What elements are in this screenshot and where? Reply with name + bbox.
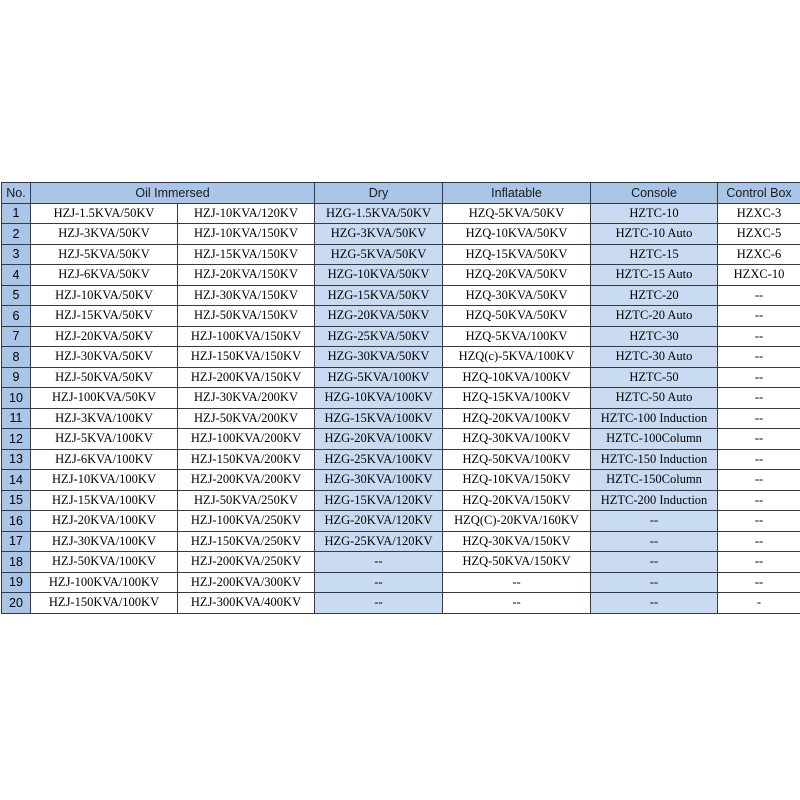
console-cell: -- xyxy=(591,593,718,614)
header-console: Console xyxy=(591,183,718,204)
console-cell: HZTC-150Column xyxy=(591,470,718,491)
inflatable-cell: HZQ-20KVA/150KV xyxy=(443,490,591,511)
dry-cell: HZG-15KVA/120KV xyxy=(315,490,443,511)
control-box-cell: -- xyxy=(718,572,800,593)
inflatable-cell: HZQ-10KVA/50KV xyxy=(443,224,591,245)
inflatable-cell: HZQ-20KVA/50KV xyxy=(443,265,591,286)
oil-immersed-cell: HZJ-6KVA/100KV xyxy=(31,449,178,470)
console-cell: HZTC-50 Auto xyxy=(591,388,718,409)
console-cell: HZTC-20 xyxy=(591,285,718,306)
table-row xyxy=(2,285,800,306)
oil-immersed-cell: HZJ-100KVA/250KV xyxy=(178,511,315,532)
dry-cell: HZG-20KVA/100KV xyxy=(315,429,443,450)
table-row xyxy=(2,326,800,347)
row-number: 13 xyxy=(2,449,31,470)
oil-immersed-cell: HZJ-150KVA/150KV xyxy=(178,347,315,368)
console-cell: HZTC-10 xyxy=(591,203,718,224)
console-cell: HZTC-150 Induction xyxy=(591,449,718,470)
header-inflatable: Inflatable xyxy=(443,183,591,204)
dry-cell: HZG-1.5KVA/50KV xyxy=(315,203,443,224)
oil-immersed-cell: HZJ-100KVA/200KV xyxy=(178,429,315,450)
dry-cell: -- xyxy=(315,572,443,593)
table-row xyxy=(2,367,800,388)
control-box-cell: -- xyxy=(718,306,800,327)
oil-immersed-cell: HZJ-50KVA/150KV xyxy=(178,306,315,327)
control-box-cell: -- xyxy=(718,470,800,491)
row-number: 17 xyxy=(2,531,31,552)
row-number: 5 xyxy=(2,285,31,306)
inflatable-cell: HZQ-50KVA/50KV xyxy=(443,306,591,327)
inflatable-cell: -- xyxy=(443,593,591,614)
oil-immersed-cell: HZJ-15KVA/150KV xyxy=(178,244,315,265)
oil-immersed-cell: HZJ-3KVA/50KV xyxy=(31,224,178,245)
inflatable-cell: HZQ-10KVA/100KV xyxy=(443,367,591,388)
console-cell: HZTC-20 Auto xyxy=(591,306,718,327)
oil-immersed-cell: HZJ-100KVA/50KV xyxy=(31,388,178,409)
header-dry: Dry xyxy=(315,183,443,204)
dry-cell: HZG-30KVA/100KV xyxy=(315,470,443,491)
oil-immersed-cell: HZJ-20KVA/50KV xyxy=(31,326,178,347)
oil-immersed-cell: HZJ-200KVA/150KV xyxy=(178,367,315,388)
table-row xyxy=(2,265,800,286)
console-cell: HZTC-100Column xyxy=(591,429,718,450)
dry-cell: HZG-5KVA/100KV xyxy=(315,367,443,388)
oil-immersed-cell: HZJ-200KVA/250KV xyxy=(178,552,315,573)
inflatable-cell: HZQ-5KVA/100KV xyxy=(443,326,591,347)
control-box-cell: -- xyxy=(718,552,800,573)
oil-immersed-cell: HZJ-100KVA/150KV xyxy=(178,326,315,347)
control-box-cell: -- xyxy=(718,511,800,532)
inflatable-cell: HZQ-10KVA/150KV xyxy=(443,470,591,491)
control-box-cell: -- xyxy=(718,408,800,429)
oil-immersed-cell: HZJ-20KVA/150KV xyxy=(178,265,315,286)
oil-immersed-cell: HZJ-200KVA/200KV xyxy=(178,470,315,491)
control-box-cell: HZXC-5 xyxy=(718,224,800,245)
control-box-cell: -- xyxy=(718,490,800,511)
control-box-cell: -- xyxy=(718,449,800,470)
oil-immersed-cell: HZJ-50KVA/100KV xyxy=(31,552,178,573)
oil-immersed-cell: HZJ-15KVA/100KV xyxy=(31,490,178,511)
console-cell: HZTC-30 Auto xyxy=(591,347,718,368)
table-row xyxy=(2,593,800,614)
row-number: 18 xyxy=(2,552,31,573)
header-oil-immersed: Oil Immersed xyxy=(31,183,315,204)
table-row xyxy=(2,429,800,450)
oil-immersed-cell: HZJ-10KVA/150KV xyxy=(178,224,315,245)
console-cell: HZTC-100 Induction xyxy=(591,408,718,429)
console-cell: -- xyxy=(591,511,718,532)
console-cell: HZTC-15 xyxy=(591,244,718,265)
oil-immersed-cell: HZJ-20KVA/100KV xyxy=(31,511,178,532)
inflatable-cell: HZQ-50KVA/150KV xyxy=(443,552,591,573)
table-row xyxy=(2,408,800,429)
oil-immersed-cell: HZJ-200KVA/300KV xyxy=(178,572,315,593)
table-row xyxy=(2,511,800,532)
inflatable-cell: HZQ-30KVA/150KV xyxy=(443,531,591,552)
oil-immersed-cell: HZJ-150KVA/250KV xyxy=(178,531,315,552)
table-row xyxy=(2,224,800,245)
inflatable-cell: HZQ-5KVA/50KV xyxy=(443,203,591,224)
row-number: 1 xyxy=(2,203,31,224)
control-box-cell: -- xyxy=(718,429,800,450)
oil-immersed-cell: HZJ-10KVA/100KV xyxy=(31,470,178,491)
console-cell: HZTC-30 xyxy=(591,326,718,347)
row-number: 8 xyxy=(2,347,31,368)
oil-immersed-cell: HZJ-100KVA/100KV xyxy=(31,572,178,593)
header-no: No. xyxy=(2,183,31,204)
row-number: 16 xyxy=(2,511,31,532)
oil-immersed-cell: HZJ-6KVA/50KV xyxy=(31,265,178,286)
oil-immersed-cell: HZJ-30KVA/100KV xyxy=(31,531,178,552)
row-number: 19 xyxy=(2,572,31,593)
control-box-cell: -- xyxy=(718,285,800,306)
oil-immersed-cell: HZJ-10KVA/120KV xyxy=(178,203,315,224)
table-row xyxy=(2,244,800,265)
table-row xyxy=(2,490,800,511)
dry-cell: HZG-5KVA/50KV xyxy=(315,244,443,265)
console-cell: -- xyxy=(591,531,718,552)
oil-immersed-cell: HZJ-3KVA/100KV xyxy=(31,408,178,429)
oil-immersed-cell: HZJ-5KVA/50KV xyxy=(31,244,178,265)
console-cell: HZTC-15 Auto xyxy=(591,265,718,286)
console-cell: HZTC-200 Induction xyxy=(591,490,718,511)
row-number: 15 xyxy=(2,490,31,511)
table-row xyxy=(2,470,800,491)
dry-cell: HZG-20KVA/120KV xyxy=(315,511,443,532)
oil-immersed-cell: HZJ-15KVA/50KV xyxy=(31,306,178,327)
row-number: 2 xyxy=(2,224,31,245)
dry-cell: HZG-25KVA/50KV xyxy=(315,326,443,347)
row-number: 7 xyxy=(2,326,31,347)
console-cell: HZTC-50 xyxy=(591,367,718,388)
dry-cell: HZG-15KVA/50KV xyxy=(315,285,443,306)
inflatable-cell: HZQ(C)-20KVA/160KV xyxy=(443,511,591,532)
inflatable-cell: -- xyxy=(443,572,591,593)
oil-immersed-cell: HZJ-50KVA/200KV xyxy=(178,408,315,429)
dry-cell: HZG-10KVA/50KV xyxy=(315,265,443,286)
dry-cell: HZG-25KVA/120KV xyxy=(315,531,443,552)
control-box-cell: -- xyxy=(718,531,800,552)
product-table xyxy=(1,182,800,614)
inflatable-cell: HZQ(c)-5KVA/100KV xyxy=(443,347,591,368)
inflatable-cell: HZQ-30KVA/50KV xyxy=(443,285,591,306)
oil-immersed-cell: HZJ-50KVA/50KV xyxy=(31,367,178,388)
control-box-cell: -- xyxy=(718,388,800,409)
control-box-cell: HZXC-10 xyxy=(718,265,800,286)
dry-cell: HZG-15KVA/100KV xyxy=(315,408,443,429)
inflatable-cell: HZQ-50KVA/100KV xyxy=(443,449,591,470)
dry-cell: -- xyxy=(315,593,443,614)
row-number: 9 xyxy=(2,367,31,388)
table-row xyxy=(2,449,800,470)
oil-immersed-cell: HZJ-150KVA/200KV xyxy=(178,449,315,470)
oil-immersed-cell: HZJ-30KVA/200KV xyxy=(178,388,315,409)
table-row xyxy=(2,203,800,224)
oil-immersed-cell: HZJ-1.5KVA/50KV xyxy=(31,203,178,224)
table-body xyxy=(2,203,800,613)
table-row xyxy=(2,531,800,552)
table-row xyxy=(2,552,800,573)
inflatable-cell: HZQ-20KVA/100KV xyxy=(443,408,591,429)
row-number: 11 xyxy=(2,408,31,429)
table-row xyxy=(2,306,800,327)
dry-cell: HZG-25KVA/100KV xyxy=(315,449,443,470)
header-control-box: Control Box xyxy=(718,183,800,204)
header-row xyxy=(2,183,800,204)
inflatable-cell: HZQ-30KVA/100KV xyxy=(443,429,591,450)
control-box-cell: -- xyxy=(718,367,800,388)
oil-immersed-cell: HZJ-50KVA/250KV xyxy=(178,490,315,511)
control-box-cell: HZXC-3 xyxy=(718,203,800,224)
inflatable-cell: HZQ-15KVA/50KV xyxy=(443,244,591,265)
dry-cell: -- xyxy=(315,552,443,573)
row-number: 10 xyxy=(2,388,31,409)
console-cell: -- xyxy=(591,572,718,593)
row-number: 12 xyxy=(2,429,31,450)
control-box-cell: HZXC-6 xyxy=(718,244,800,265)
row-number: 14 xyxy=(2,470,31,491)
oil-immersed-cell: HZJ-30KVA/50KV xyxy=(31,347,178,368)
oil-immersed-cell: HZJ-300KVA/400KV xyxy=(178,593,315,614)
row-number: 20 xyxy=(2,593,31,614)
table-row xyxy=(2,347,800,368)
control-box-cell: - xyxy=(718,593,800,614)
row-number: 3 xyxy=(2,244,31,265)
oil-immersed-cell: HZJ-150KVA/100KV xyxy=(31,593,178,614)
console-cell: HZTC-10 Auto xyxy=(591,224,718,245)
dry-cell: HZG-20KVA/50KV xyxy=(315,306,443,327)
inflatable-cell: HZQ-15KVA/100KV xyxy=(443,388,591,409)
dry-cell: HZG-30KVA/50KV xyxy=(315,347,443,368)
row-number: 4 xyxy=(2,265,31,286)
oil-immersed-cell: HZJ-30KVA/150KV xyxy=(178,285,315,306)
oil-immersed-cell: HZJ-5KVA/100KV xyxy=(31,429,178,450)
control-box-cell: -- xyxy=(718,347,800,368)
table-row xyxy=(2,572,800,593)
dry-cell: HZG-3KVA/50KV xyxy=(315,224,443,245)
dry-cell: HZG-10KVA/100KV xyxy=(315,388,443,409)
table-row xyxy=(2,388,800,409)
oil-immersed-cell: HZJ-10KVA/50KV xyxy=(31,285,178,306)
console-cell: -- xyxy=(591,552,718,573)
control-box-cell: -- xyxy=(718,326,800,347)
row-number: 6 xyxy=(2,306,31,327)
